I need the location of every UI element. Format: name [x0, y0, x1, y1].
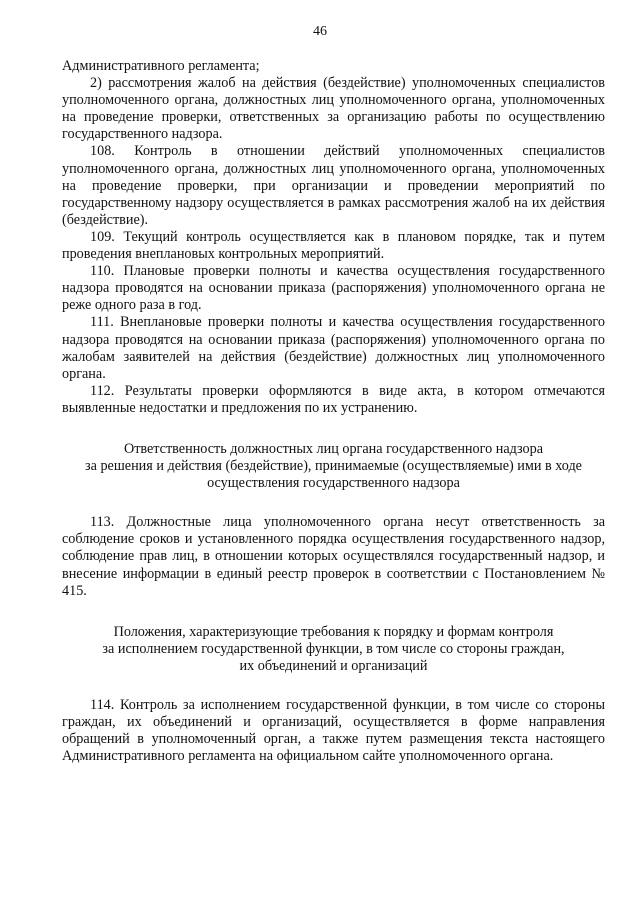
section-heading-line: осуществления государственного надзора: [207, 475, 460, 492]
section-heading-responsibility: [62, 441, 605, 492]
paragraph-111: 111. Внеплановые проверки полноты и качества осуществления государственного надзора проводятся на основании приказа (распоряжения) уполномоченного органа по жалобам заявителей на действия (бездействие) должностных лиц уполномоченного органа.: [62, 314, 605, 382]
paragraph-109: 109. Текущий контроль осуществляется как в плановом порядке, так и путем проведения внеплановых контрольных мероприятий.: [62, 228, 605, 263]
paragraph-continuation: Административного регламента;: [62, 58, 260, 74]
paragraph-item-2: 2) рассмотрения жалоб на действия (бездействие) уполномоченных специалистов уполномоченного органа, должностных лиц уполномоченного органа, уполномоченных на проведение проверки, ответственных за организацию работы по осуществлению государственного надзора.: [62, 75, 605, 143]
paragraph-112: 112. Результаты проверки оформляются в виде акта, в котором отмечаются выявленные недостатки и предложения по их устранению.: [62, 382, 605, 416]
section-heading-control-forms: [62, 624, 605, 675]
paragraph-108: 108. Контроль в отношении действий уполномоченных специалистов уполномоченного органа, должностных лиц уполномоченного органа, уполномоченных на проведение проверки, при организации и проведении мероприятий по государственному надзору осуществляется в рамках рассмотрения жалоб на их действия (бездействие).: [62, 143, 605, 228]
paragraph-114: 114. Контроль за исполнением государственной функции, в том числе со стороны граждан, их объединений и организаций, осуществляется в форме направления обращений в уполномоченный орган, а также путем размещения текста настоящего Административного регламента на официальном сайте уполномоченного органа.: [62, 697, 605, 765]
paragraph-110: 110. Плановые проверки полноты и качества осуществления государственного надзора проводятся на основании приказа (распоряжения) уполномоченного органа не реже одного раза в год.: [62, 263, 605, 314]
page-number: 46: [313, 24, 327, 39]
section-heading-line: их объединений и организаций: [239, 657, 428, 674]
section-heading-line: Положения, характеризующие требования к порядку и формам контроля: [113, 623, 554, 640]
section-heading-line: за исполнением государственной функции, в том числе со стороны граждан,: [102, 640, 565, 657]
section-heading-line: за решения и действия (бездействие), принимаемые (осуществляемые) ими в ходе: [85, 458, 582, 475]
paragraph-113: 113. Должностные лица уполномоченного органа несут ответственность за соблюдение сроков и установленного порядка осуществления государственного надзор, соблюдение прав лиц, в отношении которых осуществлялся государственный надзор, и внесение информации в единый реестр проверок в соответствии с Постановлением № 415.: [62, 514, 605, 599]
section-heading-line: Ответственность должностных лиц органа государственного надзора: [123, 440, 544, 457]
page-body: [62, 58, 605, 765]
